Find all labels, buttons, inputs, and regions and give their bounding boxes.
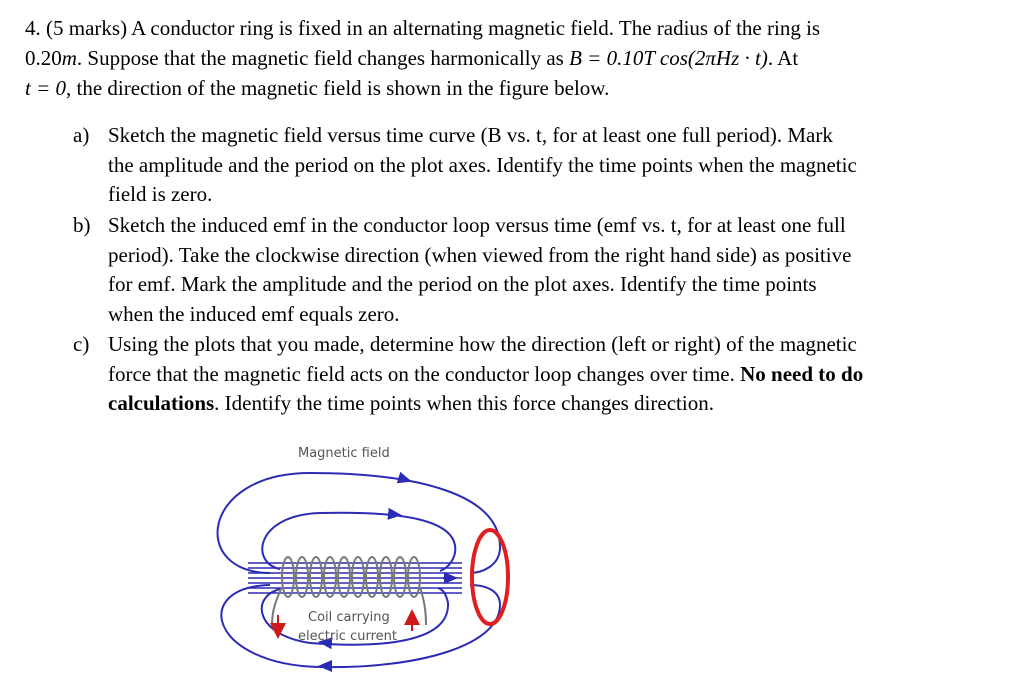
part-a-line-1: Sketch the magnetic field versus time curve (B vs. t, for at least one full period). Mark bbox=[108, 123, 833, 147]
problem-statement-line-2 bbox=[25, 44, 798, 73]
t-zero: t = 0 bbox=[25, 76, 67, 100]
figure-title: Magnetic field bbox=[298, 446, 390, 461]
intro-text-1: A conductor ring is fixed in an alternating magnetic field. The radius of the ring is bbox=[131, 16, 821, 40]
part-b-label: b) bbox=[73, 213, 91, 237]
field-arrow-2 bbox=[390, 514, 400, 515]
part-c-line-1: Using the plots that you made, determine how the direction (left or right) of the magnetic bbox=[108, 332, 857, 356]
part-c-line-2: force that the magnetic field acts on the conductor loop changes over time. No need to do bbox=[108, 361, 864, 386]
part-b-line-3: for emf. Mark the amplitude and the period on the plot axes. Identify the time points bbox=[108, 272, 817, 296]
part-b-text bbox=[108, 211, 851, 329]
part-c-text bbox=[108, 330, 863, 419]
at-text: . At bbox=[767, 46, 799, 70]
part-a-line-3: field is zero. bbox=[108, 182, 213, 206]
field-equation: B = 0.10T cos(2πHz · t) bbox=[569, 46, 768, 70]
conductor-ring bbox=[472, 530, 508, 624]
part-a-text bbox=[108, 121, 857, 210]
part-c-bold-2: calculations bbox=[108, 391, 215, 415]
problem-statement-line-3 bbox=[25, 74, 609, 103]
part-b-line-4: when the induced emf equals zero. bbox=[108, 301, 400, 326]
question-marks: (5 marks) bbox=[46, 16, 128, 40]
question-number: 4. bbox=[25, 16, 41, 40]
magnetic-field-figure bbox=[200, 435, 530, 696]
part-b-line-1: Sketch the induced emf in the conductor loop versus time (emf vs. t, for at least one full bbox=[108, 213, 846, 237]
part-a-label: a) bbox=[73, 123, 90, 147]
part-a-line-2: the amplitude and the period on the plot axes. Identify the time points when the magnetic bbox=[108, 152, 857, 177]
field-line-outer-bottom bbox=[221, 585, 500, 667]
part-c-label: c) bbox=[73, 332, 90, 356]
radius-value: 0.20m bbox=[25, 46, 77, 70]
problem-statement-line-1 bbox=[25, 14, 820, 43]
coil-label-1: Coil carrying bbox=[308, 610, 390, 625]
coil-label-2: electric current bbox=[298, 629, 397, 644]
part-c-bold-1: No need to do bbox=[740, 361, 864, 386]
part-c-line-3: calculations. Identify the time points when this force changes direction. bbox=[108, 391, 714, 415]
intro-text-3: , the direction of the magnetic field is shown in the figure below. bbox=[66, 76, 610, 100]
interior-field-lines bbox=[248, 563, 462, 593]
part-b-line-2: period). Take the clockwise direction (when viewed from the right hand side) as positive bbox=[108, 242, 852, 267]
suppose-text: . Suppose that the magnetic field changes harmonically as bbox=[76, 46, 570, 70]
